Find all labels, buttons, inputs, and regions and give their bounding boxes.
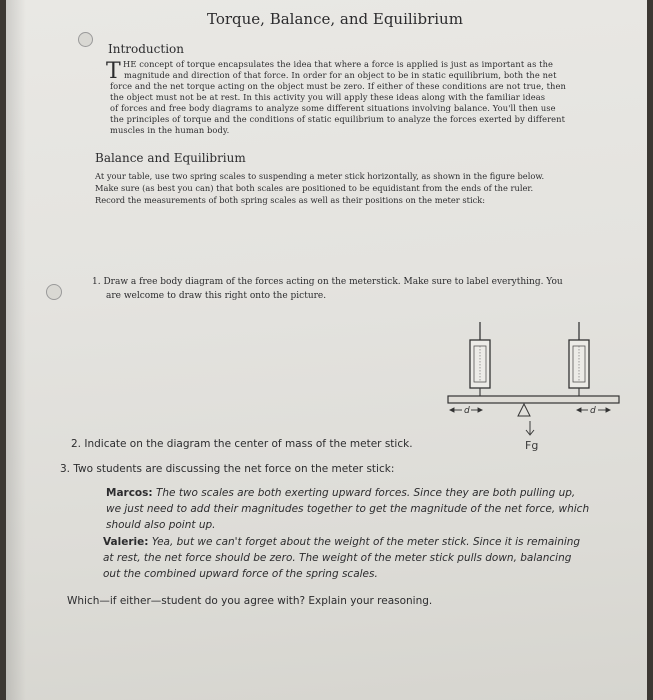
right-spring-scale — [569, 322, 589, 396]
q3-intro: 3. Two students are discussing the net force on the meter stick: — [60, 463, 395, 475]
intro-heading: Introduction — [108, 42, 184, 56]
intro-line: magnitude and direction of that force. In order for an object to be in static equilibrium, both the net — [124, 70, 557, 80]
intro-dropcap: T — [106, 59, 121, 84]
balance-line: Record the measurements of both spring scales as well as their positions on the meter stick: — [95, 195, 486, 205]
marcos-line-2: we just need to add their magnitudes together to get the magnitude of the net force, which — [106, 503, 590, 515]
worksheet-page — [6, 0, 647, 700]
marcos-line-1 — [106, 487, 575, 499]
meter-stick — [448, 396, 619, 403]
d-label-right: d — [590, 406, 596, 416]
balance-line: Make sure (as best you can) that both scales are positioned to be equidistant from the ends of the ruler. — [95, 183, 534, 193]
page-title: Torque, Balance, and Equilibrium — [207, 10, 463, 28]
intro-line: HE concept of torque encapsulates the idea that where a force is applied is just as important as the — [123, 59, 554, 69]
marcos-name: Marcos: — [106, 487, 153, 499]
q1-line: are welcome to draw this right onto the picture. — [106, 291, 327, 301]
intro-line: muscles in the human body. — [110, 125, 230, 135]
marcos-text: The two scales are both exerting upward forces. Since they are both pulling up, — [155, 487, 576, 499]
intro-line: the principles of torque and the conditions of static equilibrium to analyze the forces exerted by different — [110, 114, 566, 124]
balance-line: At your table, use two spring scales to suspending a meter stick horizontally, as shown in the figure below. — [95, 171, 545, 181]
d-label-left: d — [464, 406, 470, 416]
valerie-line-3: out the combined upward force of the spring scales. — [103, 568, 378, 580]
fg-arrow — [526, 421, 534, 435]
valerie-name: Valerie: — [103, 536, 149, 548]
intro-line: the object must not be at rest. In this activity you will apply these ideas along with the familiar ideas — [110, 92, 546, 102]
intro-line: force and the net torque acting on the object must be zero. If either of these conditions are not true, then — [110, 81, 566, 91]
valerie-line-1 — [103, 536, 580, 548]
q2-text: 2. Indicate on the diagram the center of mass of the meter stick. — [71, 438, 413, 450]
valerie-text: Yea, but we can't forget about the weight of the meter stick. Since it is remaining — [151, 536, 581, 548]
meter-stick-figure — [6, 0, 647, 470]
left-spring-scale — [470, 322, 490, 396]
valerie-line-2: at rest, the net force should be zero. The weight of the meter stick pulls down, balancing — [103, 552, 572, 564]
balance-heading: Balance and Equilibrium — [95, 151, 246, 165]
marcos-line-3: should also point up. — [106, 519, 216, 531]
fg-label: Fg — [525, 439, 539, 452]
center-marker — [518, 404, 530, 416]
q3-question: Which—if either—student do you agree with? Explain your reasoning. — [67, 595, 433, 607]
q1-line: 1. Draw a free body diagram of the forces acting on the meterstick. Make sure to label everything. You — [92, 277, 563, 287]
intro-line: of forces and free body diagrams to analyze some different situations involving balance. You'll then use — [110, 103, 556, 113]
